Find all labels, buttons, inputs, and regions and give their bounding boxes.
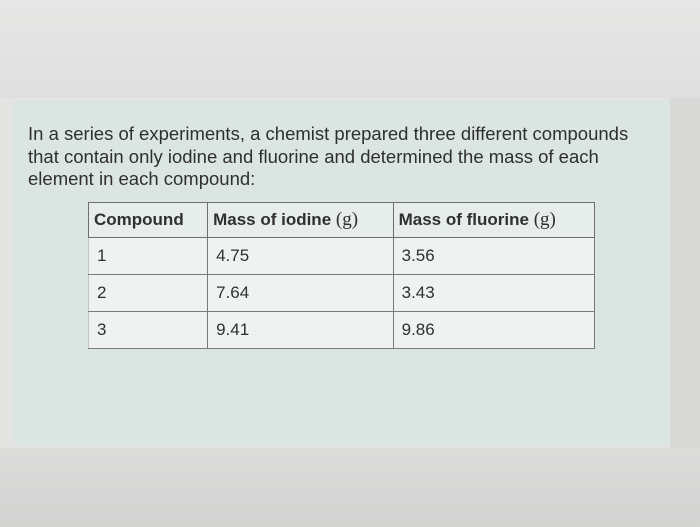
header-mass-fluorine-unit: (g)	[533, 209, 556, 230]
header-mass-fluorine	[393, 203, 594, 238]
header-compound	[89, 203, 208, 238]
compound-cell: 3	[89, 312, 208, 349]
header-mass-iodine-label: Mass of iodine	[213, 210, 332, 229]
header-mass-iodine	[208, 203, 394, 238]
compound-cell: 2	[89, 275, 208, 312]
table-row	[89, 275, 595, 312]
fluorine-mass-cell: 3.56	[393, 238, 594, 275]
background-bottom	[0, 448, 700, 527]
background-right	[670, 98, 700, 448]
data-table	[88, 202, 595, 349]
question-text: In a series of experiments, a chemist prepared three different compounds that contain only iodine and fluorine and determined the mass of each element in each compound:	[28, 123, 629, 189]
iodine-mass-cell: 9.41	[208, 312, 394, 349]
iodine-mass-cell: 7.64	[208, 275, 394, 312]
background-top	[0, 0, 700, 98]
compound-cell: 1	[89, 238, 208, 275]
fluorine-mass-cell: 3.43	[393, 275, 594, 312]
table-row	[89, 312, 595, 349]
iodine-mass-cell: 4.75	[208, 238, 394, 275]
fluorine-mass-cell: 9.86	[393, 312, 594, 349]
header-compound-label: Compound	[94, 210, 184, 229]
question-card	[14, 101, 670, 445]
header-mass-iodine-unit: (g)	[335, 209, 359, 230]
header-mass-fluorine-label: Mass of fluorine	[398, 210, 529, 229]
table-header-row	[89, 203, 595, 238]
table-row	[89, 238, 595, 275]
